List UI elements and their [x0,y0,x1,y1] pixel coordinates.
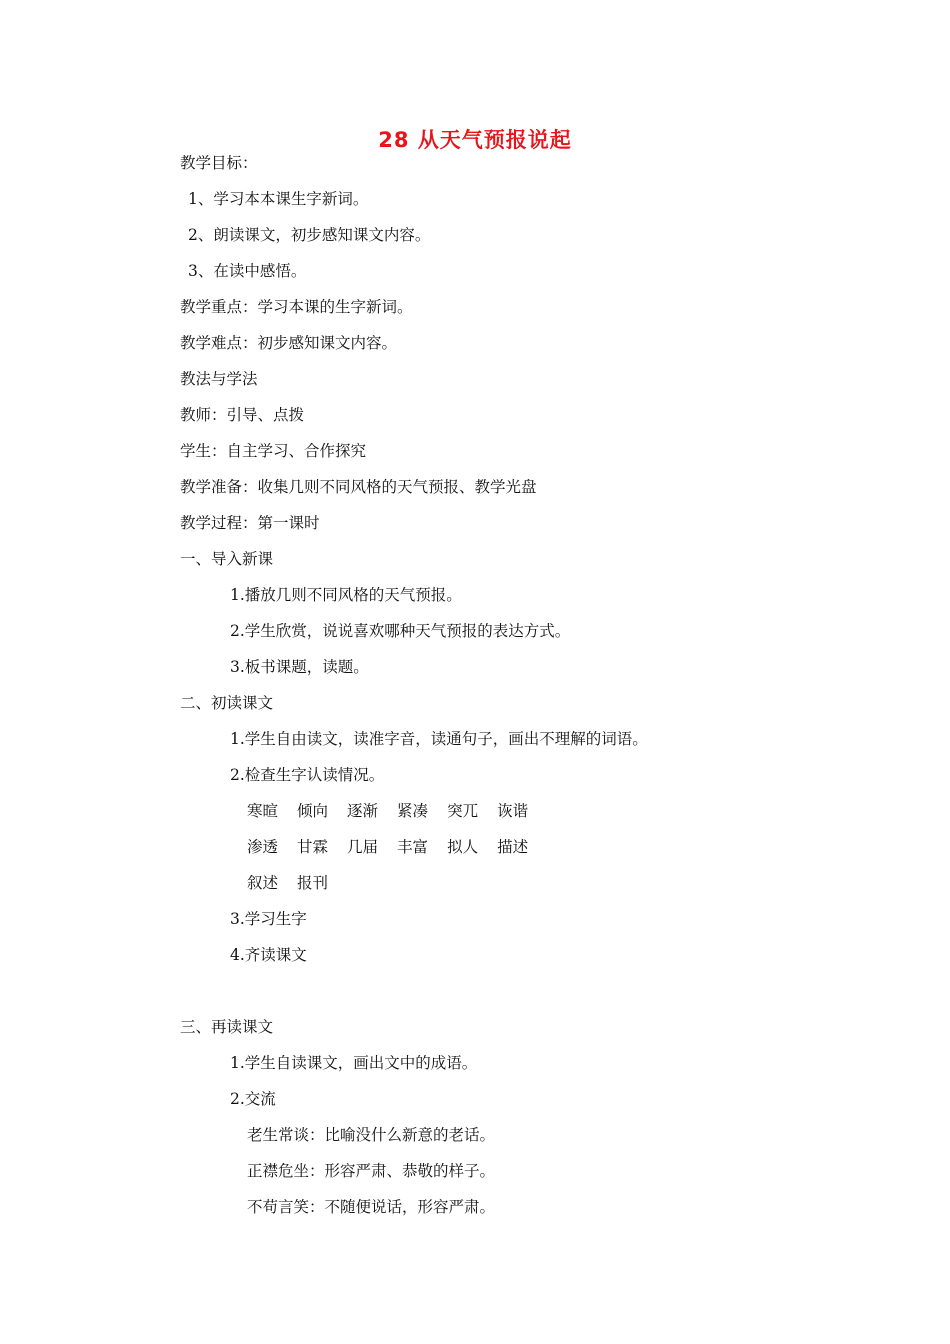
vocab-word: 拟人 [447,838,479,856]
vocab-word: 逐渐 [347,802,379,820]
word-row [247,801,547,821]
objective-item: 2、朗读课文，初步感知课文内容。 [188,226,431,244]
list-item: 3.学习生字 [230,910,307,928]
difficult-point: 教学难点：初步感知课文内容。 [180,334,398,352]
vocab-word: 倾向 [297,802,329,820]
vocab-word: 渗透 [247,838,279,856]
vocab-word: 甘霖 [297,838,329,856]
section-heading: 三、再读课文 [180,1018,274,1036]
method-heading: 教法与学法 [180,370,258,388]
preparation: 教学准备：收集几则不同风格的天气预报、教学光盘 [180,478,537,496]
idiom-definition: 老生常谈：比喻没什么新意的老话。 [247,1126,496,1144]
vocab-word: 寒暄 [247,802,279,820]
vocab-word: 丰富 [397,838,429,856]
objective-item: 1、学习本本课生字新词。 [188,190,369,208]
word-row [247,873,347,893]
student-method: 学生：自主学习、合作探究 [180,442,367,460]
idiom-definition: 不苟言笑：不随便说话，形容严肃。 [247,1198,496,1216]
document-title: 28 从天气预报说起 [378,128,572,152]
list-item: 4.齐读课文 [230,946,307,964]
process: 教学过程：第一课时 [180,514,320,532]
vocab-word: 描述 [497,838,529,856]
vocab-word: 几届 [347,838,379,856]
objective-item: 3、在读中感悟。 [188,262,307,280]
list-item: 1.播放几则不同风格的天气预报。 [230,586,462,604]
objectives-heading: 教学目标： [180,154,258,172]
idiom-definition: 正襟危坐：形容严肃、恭敬的样子。 [247,1162,496,1180]
section-heading: 二、初读课文 [180,694,274,712]
vocab-word: 叙述 [247,874,279,892]
vocab-word: 紧凑 [397,802,429,820]
list-item: 1.学生自由读文，读准字音，读通句子，画出不理解的词语。 [230,730,648,748]
list-item: 2.交流 [230,1090,276,1108]
vocab-word: 诙谐 [497,802,529,820]
list-item: 2.学生欣赏，说说喜欢哪种天气预报的表达方式。 [230,622,571,640]
list-item: 3.板书课题，读题。 [230,658,369,676]
list-item: 1.学生自读课文，画出文中的成语。 [230,1054,478,1072]
vocab-word: 报刊 [297,874,329,892]
teacher-method: 教师：引导、点拨 [180,406,305,424]
section-heading: 一、导入新课 [180,550,274,568]
word-row [247,837,547,857]
vocab-word: 突兀 [447,802,479,820]
list-item: 2.检查生字认读情况。 [230,766,385,784]
key-point: 教学重点：学习本课的生字新词。 [180,298,413,316]
